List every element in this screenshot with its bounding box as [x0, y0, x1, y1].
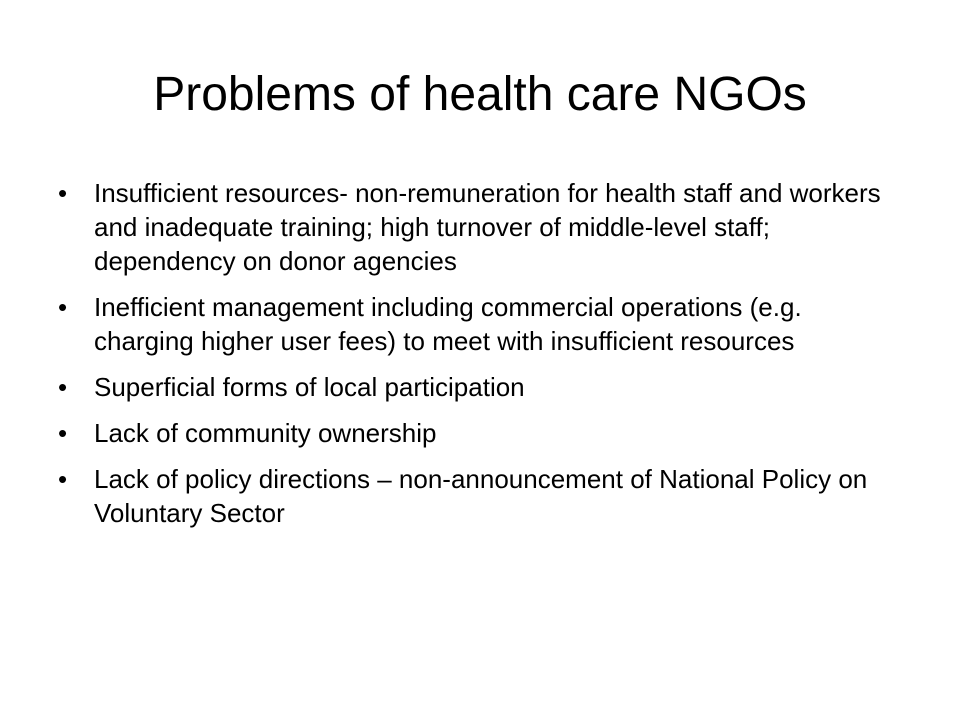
bullet-icon: • — [58, 372, 68, 402]
bullet-text: Inefficient management including commercial operations (e.g. charging higher user fees) to meet with insufficient resources — [94, 292, 802, 356]
bullet-icon: • — [58, 464, 68, 494]
bullet-icon: • — [58, 292, 68, 322]
bullet-text: Insufficient resources- non-remuneration for health staff and workers and inadequate training; high turnover of middle-level staff; dependency on donor agencies — [94, 178, 881, 276]
bullet-list — [58, 176, 898, 542]
bullet-text: Superficial forms of local participation — [94, 372, 525, 402]
bullet-item — [58, 290, 898, 358]
bullet-item — [58, 416, 898, 450]
bullet-text: Lack of community ownership — [94, 418, 437, 448]
bullet-item — [58, 370, 898, 404]
bullet-icon: • — [58, 178, 68, 208]
slide-title: Problems of health care NGOs — [153, 68, 807, 121]
bullet-text: Lack of policy directions – non-announcement of National Policy on Voluntary Sector — [94, 464, 868, 528]
bullet-icon: • — [58, 418, 68, 448]
bullet-item — [58, 462, 898, 530]
bullet-item — [58, 176, 898, 278]
